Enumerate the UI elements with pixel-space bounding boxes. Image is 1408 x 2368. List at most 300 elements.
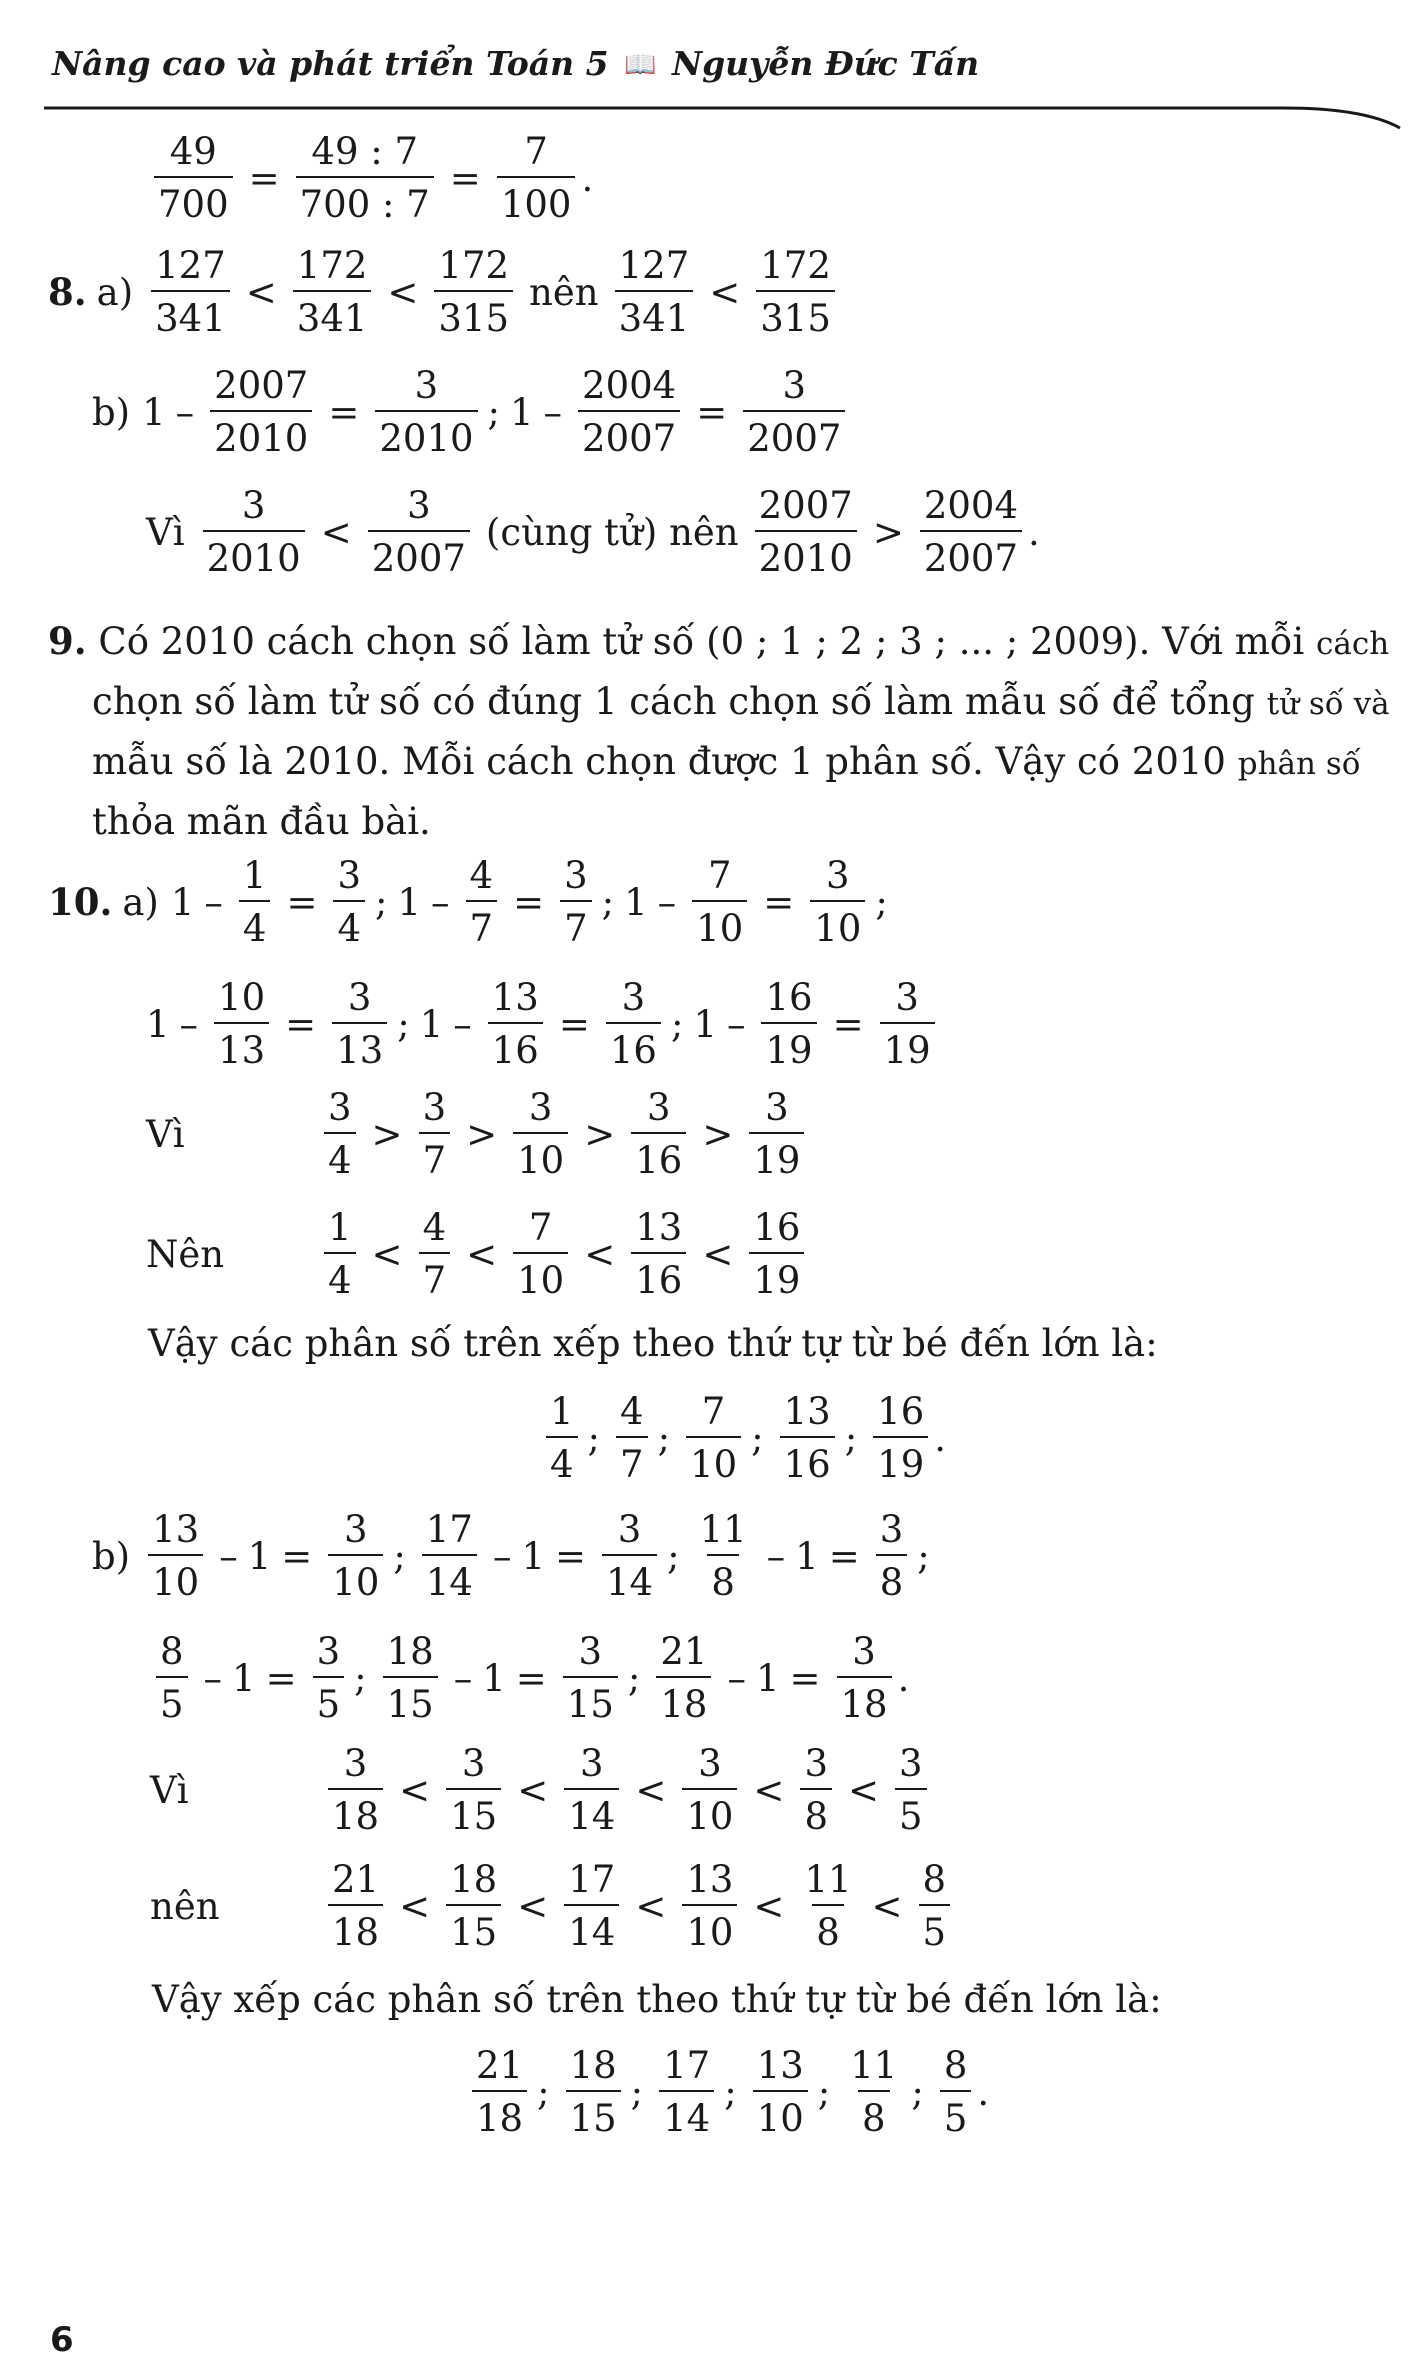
numerator: 7 xyxy=(707,854,732,897)
header-rule xyxy=(44,106,1404,110)
numerator: 3 xyxy=(879,1508,904,1551)
math-operator: < xyxy=(709,270,741,314)
math-operator: = xyxy=(286,880,318,924)
text-token: 1 xyxy=(521,1534,545,1578)
denominator: 19 xyxy=(749,1132,804,1179)
text-token: 1 xyxy=(482,1656,506,1700)
denominator: 7 xyxy=(419,1252,451,1299)
fraction xyxy=(743,364,845,460)
numerator: 3 xyxy=(647,1086,671,1129)
denominator: 14 xyxy=(602,1554,657,1601)
denominator: 18 xyxy=(472,2090,527,2137)
text-token: 1 xyxy=(397,880,422,924)
denominator: 16 xyxy=(488,1022,543,1069)
denominator: 13 xyxy=(332,1022,387,1069)
text-token: . xyxy=(977,2070,990,2114)
text-token: tử số và xyxy=(1266,686,1390,722)
fraction xyxy=(148,1508,203,1604)
numerator: 3 xyxy=(241,484,266,527)
denominator: 2010 xyxy=(375,410,477,457)
fraction xyxy=(513,1206,568,1302)
text-token: . xyxy=(897,1656,910,1700)
fraction xyxy=(332,976,387,1072)
math-operator: = xyxy=(328,390,360,434)
numerator: 11 xyxy=(804,1858,852,1901)
denominator: 100 xyxy=(497,176,576,223)
numerator: 3 xyxy=(337,854,362,897)
numerator: 10 xyxy=(218,976,266,1019)
numerator: 1 xyxy=(242,854,267,897)
fraction xyxy=(513,1086,568,1182)
fraction xyxy=(296,130,434,226)
math-operator: – xyxy=(179,1002,199,1046)
numerator: 3 xyxy=(564,854,588,897)
math-operator: < xyxy=(399,1768,431,1812)
numerator: 11 xyxy=(850,2044,898,2087)
text-token: thỏa mãn đầu bài. xyxy=(92,800,431,843)
denominator: 19 xyxy=(749,1252,804,1299)
math-operator: ; xyxy=(751,1416,764,1460)
denominator: 7 xyxy=(616,1436,648,1483)
numerator: 3 xyxy=(347,976,372,1019)
fraction xyxy=(876,1508,908,1604)
fraction xyxy=(606,976,661,1072)
text-token: (cùng tử) nên xyxy=(485,510,739,554)
math-operator: < xyxy=(753,1768,785,1812)
math-operator: ; xyxy=(537,2070,550,2114)
fraction xyxy=(446,1742,501,1838)
numerator: 127 xyxy=(155,244,226,287)
denominator: 700 : 7 xyxy=(296,176,434,223)
numerator: 21 xyxy=(660,1630,708,1673)
denominator: 10 xyxy=(682,1904,737,1951)
fraction xyxy=(324,1206,356,1302)
fraction xyxy=(151,244,230,340)
numerator: 49 xyxy=(169,130,217,173)
fraction xyxy=(419,1206,451,1302)
denominator: 4 xyxy=(324,1252,356,1299)
math-operator: = xyxy=(558,1002,590,1046)
text-token: Vì xyxy=(150,1768,189,1812)
problem-10b-reason xyxy=(150,1730,933,1850)
numerator: 16 xyxy=(765,976,813,1019)
fraction xyxy=(749,1206,804,1302)
fraction xyxy=(368,484,470,580)
denominator: 7 xyxy=(560,900,592,947)
denominator: 2010 xyxy=(755,530,857,577)
fraction xyxy=(156,1630,188,1726)
math-operator: – xyxy=(175,390,195,434)
numerator: 3 xyxy=(617,1508,642,1551)
math-operator: < xyxy=(847,1768,879,1812)
math-operator: ; xyxy=(393,1534,406,1578)
math-operator: – xyxy=(543,390,563,434)
denominator: 14 xyxy=(564,1904,619,1951)
math-operator: > xyxy=(702,1112,734,1156)
denominator: 5 xyxy=(313,1676,345,1723)
numerator: 13 xyxy=(491,976,539,1019)
fraction xyxy=(328,1508,383,1604)
fraction xyxy=(615,244,694,340)
fraction xyxy=(761,976,816,1072)
math-operator: ; xyxy=(601,880,615,924)
numerator: 8 xyxy=(922,1858,947,1901)
fraction xyxy=(214,976,269,1072)
problem-10a-row1 xyxy=(48,842,898,962)
fraction xyxy=(488,976,543,1072)
math-operator: = xyxy=(281,1534,313,1578)
part-label: a) xyxy=(96,270,134,314)
fraction xyxy=(560,854,592,950)
numerator: 11 xyxy=(699,1508,747,1551)
fraction xyxy=(466,854,498,950)
math-operator: = xyxy=(515,1656,547,1700)
problem-9 xyxy=(48,612,1398,851)
math-operator: < xyxy=(387,270,419,314)
fraction xyxy=(564,1858,619,1954)
denominator: 18 xyxy=(656,1676,711,1723)
numerator: 3 xyxy=(461,1742,486,1785)
math-operator: ; xyxy=(375,880,388,924)
math-operator: < xyxy=(466,1232,498,1276)
fraction xyxy=(895,1742,927,1838)
numerator: 3 xyxy=(344,1508,368,1551)
math-operator: = xyxy=(828,1534,860,1578)
math-operator: = xyxy=(248,156,280,200)
text-token: 1 xyxy=(146,1002,170,1046)
fraction xyxy=(919,1858,951,1954)
fraction xyxy=(696,1508,751,1604)
numerator: 13 xyxy=(686,1858,734,1901)
text-token: 1 xyxy=(624,880,648,924)
numerator: 13 xyxy=(783,1390,831,1433)
numerator: 13 xyxy=(152,1508,200,1551)
denominator: 18 xyxy=(328,1904,383,1951)
fraction xyxy=(383,1630,438,1726)
numerator: 3 xyxy=(414,364,439,407)
fraction xyxy=(446,1858,501,1954)
math-operator: ; xyxy=(627,1656,641,1700)
text-token: b) xyxy=(92,1534,131,1578)
denominator: 15 xyxy=(566,2090,621,2137)
math-operator: ; xyxy=(587,1416,601,1460)
denominator: 7 xyxy=(419,1132,451,1179)
problem-8-reason xyxy=(146,472,1040,592)
denominator: 2010 xyxy=(203,530,305,577)
text-token: nên xyxy=(529,270,599,314)
numerator: 7 xyxy=(524,130,548,173)
math-operator: ; xyxy=(724,2070,737,2114)
math-operator: – xyxy=(726,1002,746,1046)
problem-number: 10. xyxy=(48,880,113,924)
text-token: 1 xyxy=(693,1002,717,1046)
math-operator: = xyxy=(449,156,481,200)
denominator: 10 xyxy=(682,1788,737,1835)
fraction xyxy=(203,484,305,580)
numerator: 3 xyxy=(328,1086,352,1129)
math-operator: > xyxy=(584,1112,616,1156)
fraction xyxy=(749,1086,804,1182)
fraction xyxy=(682,1858,737,1954)
page-number: 6 xyxy=(50,2320,74,2360)
numerator: 4 xyxy=(469,854,494,897)
denominator: 16 xyxy=(606,1022,661,1069)
numerator: 2004 xyxy=(582,364,677,407)
math-operator: < xyxy=(371,1232,403,1276)
fraction xyxy=(755,484,857,580)
numerator: 3 xyxy=(621,976,646,1019)
fraction xyxy=(756,244,835,340)
math-operator: – xyxy=(727,1656,746,1700)
math-operator: < xyxy=(635,1884,667,1928)
math-operator: ; xyxy=(817,2070,831,2114)
fraction xyxy=(682,1742,737,1838)
denominator: 7 xyxy=(466,900,498,947)
denominator: 4 xyxy=(239,900,271,947)
denominator: 18 xyxy=(328,1788,383,1835)
denominator: 2007 xyxy=(920,530,1022,577)
numerator: 7 xyxy=(701,1390,726,1433)
text-token: 1 xyxy=(247,1534,272,1578)
text-token: 1 xyxy=(142,390,166,434)
fraction xyxy=(419,1086,451,1182)
numerator: 16 xyxy=(877,1390,925,1433)
math-operator: < xyxy=(245,270,277,314)
denominator: 4 xyxy=(546,1436,578,1483)
book-title: Nâng cao và phát triển Toán 5 xyxy=(52,44,609,83)
fraction xyxy=(154,130,233,226)
denominator: 13 xyxy=(214,1022,269,1069)
fraction xyxy=(656,1630,711,1726)
numerator: 21 xyxy=(476,2044,524,2087)
denominator: 5 xyxy=(895,1788,927,1835)
numerator: 3 xyxy=(578,1630,603,1673)
text-token: 1 xyxy=(755,1656,780,1700)
math-operator: < xyxy=(635,1768,667,1812)
math-operator: > xyxy=(466,1112,498,1156)
math-operator: – xyxy=(766,1534,786,1578)
order-sentence-b: Vậy xếp các phân số trên theo thứ tự từ bé đến lớn là: xyxy=(152,1978,1162,2021)
denominator: 341 xyxy=(615,290,694,337)
denominator: 10 xyxy=(328,1554,383,1601)
numerator: 3 xyxy=(804,1742,828,1785)
fraction xyxy=(293,244,372,340)
denominator: 8 xyxy=(812,1904,844,1951)
math-operator: ; xyxy=(667,1534,680,1578)
denominator: 18 xyxy=(837,1676,892,1723)
order-sentence-a: Vậy các phân số trên xếp theo thứ tự từ bé đến lớn là: xyxy=(148,1322,1158,1365)
numerator: 172 xyxy=(760,244,831,287)
math-operator: < xyxy=(871,1884,903,1928)
numerator: 17 xyxy=(663,2044,711,2087)
equation-line-top xyxy=(148,118,593,238)
fraction xyxy=(328,1858,383,1954)
fraction xyxy=(324,1086,356,1182)
text-token: 1 xyxy=(419,1002,444,1046)
numerator: 3 xyxy=(698,1742,722,1785)
denominator: 8 xyxy=(800,1788,832,1835)
denominator: 14 xyxy=(422,1554,477,1601)
problem-8a xyxy=(48,232,841,352)
order-result-b xyxy=(466,2032,989,2152)
denominator: 341 xyxy=(293,290,372,337)
numerator: 3 xyxy=(422,1086,447,1129)
denominator: 2010 xyxy=(210,410,312,457)
fraction xyxy=(810,854,865,950)
numerator: 3 xyxy=(407,484,431,527)
fraction xyxy=(434,244,513,340)
numerator: 3 xyxy=(343,1742,368,1785)
math-operator: – xyxy=(203,1656,223,1700)
denominator: 15 xyxy=(446,1788,501,1835)
math-operator: ; xyxy=(657,1416,671,1460)
numerator: 18 xyxy=(386,1630,434,1673)
denominator: 19 xyxy=(873,1436,928,1483)
math-operator: > xyxy=(872,510,904,554)
math-operator: < xyxy=(320,510,352,554)
denominator: 10 xyxy=(810,900,865,947)
fraction xyxy=(239,854,271,950)
fraction xyxy=(313,1630,345,1726)
fraction xyxy=(753,2044,808,2140)
math-operator: ; xyxy=(917,1534,930,1578)
problem-8b xyxy=(92,352,851,472)
denominator: 14 xyxy=(564,1788,619,1835)
text-token: . xyxy=(581,156,594,200)
fraction xyxy=(497,130,576,226)
math-operator: – xyxy=(219,1534,238,1578)
text-token: Vì xyxy=(146,510,185,554)
math-operator: – xyxy=(492,1534,512,1578)
fraction xyxy=(546,1390,578,1486)
fraction xyxy=(686,1390,741,1486)
fraction xyxy=(328,1742,383,1838)
denominator: 5 xyxy=(940,2090,972,2137)
denominator: 5 xyxy=(919,1904,951,1951)
math-operator: < xyxy=(702,1232,734,1276)
denominator: 10 xyxy=(753,2090,808,2137)
math-operator: – xyxy=(453,1002,472,1046)
fraction xyxy=(837,1630,892,1726)
denominator: 19 xyxy=(880,1022,935,1069)
numerator: 13 xyxy=(756,2044,804,2087)
math-operator: ; xyxy=(487,390,500,434)
denominator: 10 xyxy=(513,1132,568,1179)
fraction xyxy=(780,1390,835,1486)
math-operator: = xyxy=(696,390,728,434)
denominator: 8 xyxy=(707,1554,739,1601)
fraction xyxy=(578,364,680,460)
text-token: 1 xyxy=(170,880,195,924)
fraction xyxy=(472,2044,527,2140)
fraction xyxy=(873,1390,928,1486)
math-operator: = xyxy=(265,1656,297,1700)
fraction xyxy=(422,1508,477,1604)
numerator: 2004 xyxy=(923,484,1018,527)
numerator: 16 xyxy=(753,1206,801,1249)
denominator: 8 xyxy=(858,2090,890,2137)
text-token: cách xyxy=(1316,626,1390,662)
numerator: 3 xyxy=(528,1086,553,1129)
math-operator: – xyxy=(657,880,677,924)
numerator: 3 xyxy=(316,1630,341,1673)
denominator: 16 xyxy=(631,1252,686,1299)
denominator: 15 xyxy=(446,1904,501,1951)
math-operator: – xyxy=(204,880,223,924)
text-token: 1 xyxy=(232,1656,256,1700)
math-operator: > xyxy=(371,1112,403,1156)
denominator: 4 xyxy=(324,1132,356,1179)
math-operator: < xyxy=(753,1884,785,1928)
numerator: 127 xyxy=(618,244,690,287)
fraction xyxy=(563,1630,618,1726)
denominator: 19 xyxy=(761,1022,816,1069)
numerator: 8 xyxy=(160,1630,184,1673)
denominator: 10 xyxy=(513,1252,568,1299)
fraction xyxy=(846,2044,901,2140)
math-operator: = xyxy=(554,1534,586,1578)
problem-number: 9. xyxy=(48,619,87,663)
book-icon: 📖 xyxy=(624,50,657,80)
problem-10a-reason xyxy=(146,1074,810,1194)
text-token: . xyxy=(1028,510,1040,554)
text-token: Có 2010 cách chọn số làm tử số (0 ; 1 ; 2 ; 3 ; ... ; 2009). Với mỗi xyxy=(98,620,1305,663)
problem-10a-row2 xyxy=(146,964,941,1084)
problem-number: 8. xyxy=(48,270,87,314)
numerator: 3 xyxy=(765,1086,789,1129)
numerator: 17 xyxy=(568,1858,616,1901)
text-token: a) xyxy=(122,880,159,924)
denominator: 700 xyxy=(154,176,233,223)
fraction xyxy=(940,2044,972,2140)
text-token: 1 xyxy=(510,390,534,434)
text-token: chọn số làm tử số có đúng 1 cách chọn số làm mẫu số để tổng xyxy=(92,680,1255,723)
numerator: 2007 xyxy=(214,364,309,407)
denominator: 15 xyxy=(563,1676,618,1723)
numerator: 2007 xyxy=(758,484,853,527)
fraction xyxy=(800,1858,855,1954)
denominator: 10 xyxy=(148,1554,203,1601)
math-operator: < xyxy=(517,1884,549,1928)
math-operator: ; xyxy=(670,1002,684,1046)
fraction xyxy=(631,1206,686,1302)
fraction xyxy=(566,2044,621,2140)
denominator: 10 xyxy=(692,900,747,947)
fraction xyxy=(375,364,477,460)
fraction xyxy=(880,976,935,1072)
author-name: Nguyễn Đức Tấn xyxy=(671,44,980,83)
part-label: b) xyxy=(92,390,131,434)
fraction xyxy=(616,1390,648,1486)
math-operator: ; xyxy=(875,880,888,924)
denominator: 10 xyxy=(686,1436,741,1483)
fraction xyxy=(659,2044,714,2140)
numerator: 1 xyxy=(328,1206,352,1249)
numerator: 3 xyxy=(899,1742,923,1785)
numerator: 7 xyxy=(528,1206,553,1249)
denominator: 16 xyxy=(631,1132,686,1179)
denominator: 5 xyxy=(156,1676,188,1723)
denominator: 4 xyxy=(333,900,365,947)
problem-10a-conclusion xyxy=(146,1194,810,1314)
math-operator: = xyxy=(285,1002,317,1046)
numerator: 4 xyxy=(422,1206,447,1249)
denominator: 8 xyxy=(876,1554,908,1601)
text-token: . xyxy=(934,1416,947,1460)
numerator: 4 xyxy=(620,1390,644,1433)
fraction xyxy=(692,854,747,950)
denominator: 315 xyxy=(434,290,513,337)
